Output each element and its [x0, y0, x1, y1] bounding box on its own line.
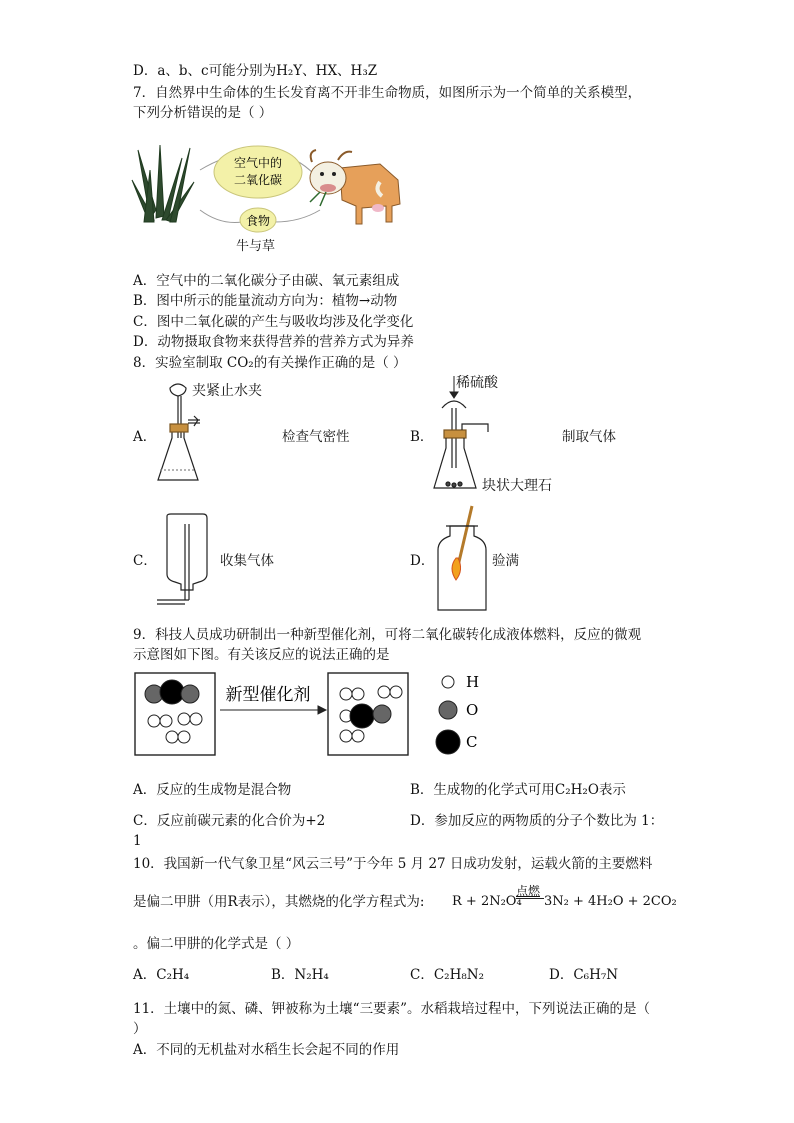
flask-with-thistle-funnel-icon	[434, 401, 488, 488]
legend	[436, 676, 460, 754]
burning-splint-icon	[452, 506, 472, 580]
grass-icon	[132, 145, 194, 222]
q8-d-letter: D．	[410, 553, 435, 569]
co2-label-2: 二氧化碳	[233, 173, 283, 187]
q9-reaction-figure	[134, 672, 494, 758]
q11-stem-line2: ）	[133, 1021, 147, 1037]
q11-option-a: A．不同的无机盐对水稻生长会起不同的作用	[133, 1042, 400, 1058]
food-label: 食物	[245, 214, 271, 228]
q8-c-bottle-figure	[155, 512, 215, 608]
q8-d-bottle-figure	[434, 504, 490, 614]
q8-a-letter: A．	[133, 429, 157, 445]
q9-option-c: C．反应前碳元素的化合价为+2	[133, 813, 326, 829]
q10-option-c: C．C₂H₈N₂	[410, 967, 484, 983]
equation-yields-line	[516, 898, 544, 899]
q9-option-d-cont: 1	[133, 833, 142, 849]
q10-stem-line3: 。偏二甲肼的化学式是（ ）	[133, 936, 300, 952]
gas-bottle-icon	[438, 526, 486, 610]
q8-a-callout: 夹紧止水夹	[192, 383, 262, 399]
q11-stem-line1: 11．土壤中的氮、磷、钾被称为土壤“三要素”。水稻栽培过程中，下列说法正确的是（	[133, 1001, 650, 1017]
q7-option-b: B．图中所示的能量流动方向为：植物→动物	[133, 293, 398, 309]
equation-left: R + 2N₂O₄	[452, 894, 522, 909]
q10-stem-line2: 是偏二甲肼（用R表示），其燃烧的化学方程式为:	[133, 894, 425, 910]
product-molecule-icon	[340, 686, 402, 742]
h2-molecule-icons	[148, 713, 202, 743]
co2-molecule-icon	[145, 680, 199, 704]
q7-figure-caption: 牛与草	[236, 239, 276, 254]
q8-c-letter: C．	[133, 553, 157, 569]
q9-stem-line2: 示意图如下图。有关该反应的说法正确的是	[133, 647, 390, 663]
legend-c: C	[466, 733, 478, 751]
q8-c-label: 收集气体	[220, 553, 274, 569]
equation-right: 3N₂ + 4H₂O + 2CO₂	[544, 894, 677, 909]
co2-label-1: 空气中的	[233, 156, 283, 170]
q9-option-a: A．反应的生成物是混合物	[133, 782, 292, 798]
q7-option-a: A．空气中的二氧化碳分子由碳、氧元素组成	[133, 273, 400, 289]
legend-h: H	[466, 673, 480, 691]
q10-stem-line1: 10．我国新一代气象卫星“风云三号”于今年 5 月 27 日成功发射，运载火箭的主要燃料	[133, 856, 653, 872]
q10-equation	[452, 884, 677, 914]
q8-b-letter: B．	[410, 429, 434, 445]
q9-option-b: B．生成物的化学式可用C₂H₂O表示	[410, 782, 626, 798]
q8-b-callout-bottom: 块状大理石	[482, 478, 552, 494]
q10-option-b: B．N₂H₄	[271, 967, 329, 983]
q9-option-d: D．参加反应的两物质的分子个数比为 1：	[410, 813, 664, 829]
q8-b-callout-top: 稀硫酸	[456, 375, 498, 391]
q8-stem: 8．实验室制取 CO₂的有关操作正确的是（ ）	[133, 355, 407, 371]
legend-o: O	[466, 701, 479, 719]
right-arrow-icon	[220, 706, 326, 714]
q7-option-d: D．动物摄取食物来获得营养的营养方式为异养	[133, 334, 414, 350]
equation-condition: 点燃	[516, 884, 541, 898]
q8-a-label: 检查气密性	[282, 429, 350, 445]
q7-stem-line1: 7．自然界中生命体的生长发育离不开非生命物质，如图所示为一个简单的关系模型，	[133, 85, 642, 101]
arrow-label: 新型催化剂	[225, 685, 311, 705]
q7-option-c: C．图中二氧化碳的产生与吸收均涉及化学变化	[133, 314, 414, 330]
inverted-bottle-icon	[157, 514, 207, 604]
q6-option-d: D．a、b、c可能分别为H₂Y、HX、H₃Z	[133, 63, 378, 79]
q8-d-label: 验满	[492, 553, 519, 569]
q8-b-label: 制取气体	[562, 429, 616, 445]
q10-option-d: D．C₆H₇N	[549, 967, 619, 983]
q9-stem-line1: 9．科技人员成功研制出一种新型催化剂，可将二氧化碳转化成液体燃料，反应的微观	[133, 627, 642, 643]
q7-stem-line2: 下列分析错误的是（ ）	[133, 105, 273, 121]
cow-icon	[310, 150, 400, 224]
co2-cloud-icon	[214, 146, 302, 198]
q10-option-a: A．C₂H₄	[133, 967, 190, 983]
